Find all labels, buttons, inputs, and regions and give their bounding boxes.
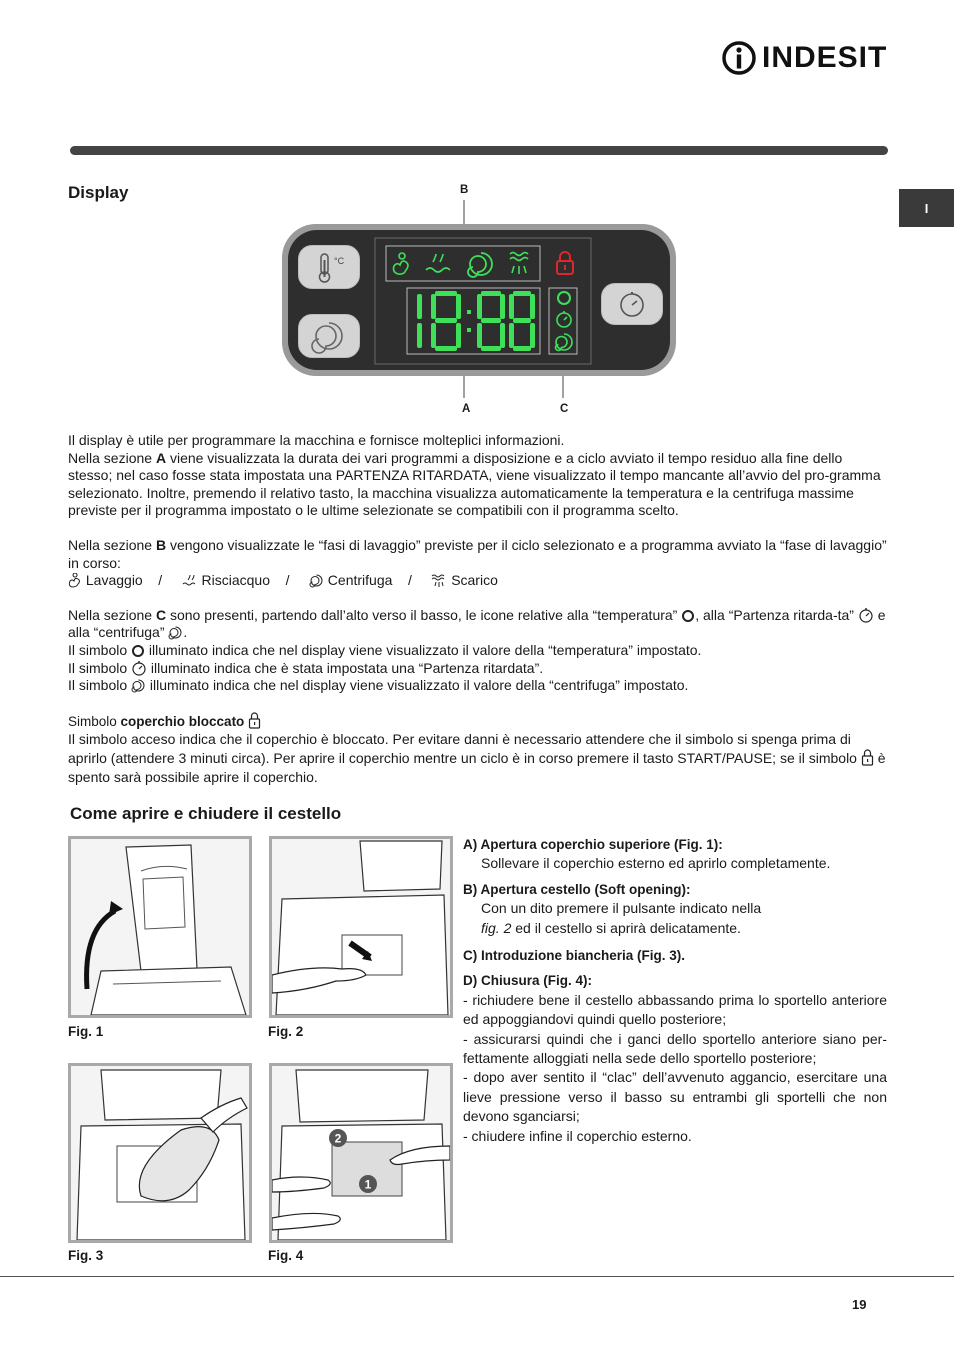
step-d-item-2: - assicurarsi quindi che i ganci dello sportello anteriore siano per-fettamente alloggiati nella sede dello sportello posteriore; — [463, 1030, 887, 1067]
language-tab: I — [899, 189, 954, 227]
delay-start-button[interactable] — [601, 283, 663, 325]
lock-description: Il simbolo acceso indica che il coperchio è bloccato. Per evitare danni è necessario attendere che il simbolo si spenga prima di aprirlo (attendere 3 minuti circa). Per aprire il coperchio mentre un ciclo è in corso premere il tasto START/PAUSE; se il simbolo è spento sarà possibile aprire il coperchio. — [68, 731, 886, 786]
indesit-i-icon — [722, 40, 756, 76]
spin-symbol-icon — [131, 678, 146, 693]
centrifuga-icon — [309, 573, 324, 588]
step-a-title: A) Apertura coperchio superiore (Fig. 1): — [463, 837, 723, 852]
page-number: 19 — [852, 1297, 867, 1312]
fig1-image — [68, 836, 252, 1018]
drain-phase-icon — [510, 253, 528, 275]
spin-indicator-icon — [556, 334, 573, 351]
brand-name: INDESIT — [762, 41, 888, 74]
callout-b: B — [460, 184, 469, 196]
delay-indicator-icon — [557, 311, 571, 327]
fig4-marker-2: 2 — [334, 1131, 342, 1146]
soft-opening-illustration — [272, 839, 450, 1015]
rinse-icon — [182, 573, 198, 588]
fig3-image — [68, 1063, 252, 1243]
step-d-item-4: - chiudere infine il coperchio esterno. — [463, 1127, 692, 1144]
spin-symbol-icon — [168, 625, 183, 640]
lock-symbol-icon — [248, 712, 261, 729]
timer-icon — [602, 284, 662, 324]
symbol-temperature-line: Il simbolo illuminato indica che nel display viene visualizzato il valore della “temperatura” impostato. — [68, 641, 702, 658]
fig2-image — [269, 836, 453, 1018]
wash-icon — [68, 573, 82, 588]
footer-divider — [0, 1276, 954, 1277]
section-c-icons — [551, 290, 577, 354]
rinse-phase-icon — [426, 254, 450, 272]
fig4-label: Fig. 4 — [268, 1248, 304, 1263]
thermometer-icon — [299, 246, 359, 288]
lock-icon — [554, 250, 576, 276]
para-section-c: Nella sezione C sono presenti, partendo dall’alto verso il basso, le icone relative alla “temperatura” , alla “Partenza ritarda-ta” e alla “centrifuga” . — [68, 606, 886, 641]
spin-button[interactable] — [298, 314, 360, 358]
close-drum-illustration — [272, 1066, 450, 1240]
spin-icon — [299, 315, 359, 357]
phase-icons — [388, 248, 542, 280]
callout-c: C — [560, 403, 569, 415]
fig4-marker-1: 1 — [364, 1177, 372, 1192]
phase-list: Lavaggio / Risciacquo / Centrifuga / Scarico — [68, 572, 888, 590]
temperature-button[interactable] — [298, 245, 360, 289]
symbol-spin-line: Il simbolo illuminato indica che nel display viene visualizzato il valore della “centrifuga” impostato. — [68, 677, 689, 694]
step-b-text: Con un dito premere il pulsante indicato nella — [481, 900, 762, 917]
load-laundry-illustration — [71, 1066, 249, 1240]
cestello-instructions — [463, 835, 887, 1146]
wash-phase-icon — [394, 253, 409, 274]
para-intro: Il display è utile per programmare la macchina e fornisce molteplici informazioni. — [68, 432, 565, 448]
delay-symbol-icon — [858, 607, 874, 623]
display-heading: Display — [68, 183, 129, 202]
drain-icon — [431, 573, 447, 588]
brand-logo — [722, 40, 887, 76]
symbol-delay-line: Il simbolo illuminato indica che è stata impostata una “Partenza ritardata”. — [68, 659, 544, 676]
step-d-item-3: - dopo aver sentito il “clac” dell’avvenuto aggancio, esercitare una lieve pressione verso il basso su entrambi gli sportelli che non devono sganciarsi; — [463, 1069, 887, 1125]
delay-symbol-icon — [131, 660, 147, 676]
temperature-symbol-icon — [131, 644, 145, 658]
step-b-text-2: fig. 2 ed il cestello si aprirà delicatamente. — [481, 919, 741, 936]
temperature-indicator-icon — [558, 292, 570, 304]
fig1-label: Fig. 1 — [68, 1024, 104, 1039]
centrifuga-phase-icon — [468, 253, 492, 277]
time-display — [409, 290, 537, 352]
lock-heading: Simbolo coperchio bloccato — [68, 712, 888, 731]
step-d-item-1: - richiudere bene il cestello abbassando prima lo sportello anteriore ed appoggiandovi quindi quello posteriore; — [463, 991, 887, 1028]
step-a-text: Sollevare il coperchio esterno ed aprirlo completamente. — [481, 855, 831, 872]
header-bar — [70, 146, 888, 155]
para-section-b: Nella sezione B vengono visualizzate le “fasi di lavaggio” previste per il ciclo selezionato e a programma avviato la “fase di lavaggio” in corso: — [68, 536, 887, 571]
fig2-label: Fig. 2 — [268, 1024, 304, 1039]
temp-unit: °C — [334, 256, 345, 266]
lock-symbol-icon — [861, 749, 874, 766]
washer-lid-open-illustration — [71, 839, 249, 1015]
display-description — [68, 432, 888, 787]
step-c-title: C) Introduzione biancheria (Fig. 3). — [463, 948, 686, 964]
step-d-title: D) Chiusura (Fig. 4): — [463, 973, 592, 989]
para-section-a: Nella sezione A viene visualizzata la durata dei vari programmi a disposizione e a ciclo avviato il tempo residuo alla fine dello stesso; nel caso fosse stata impostata una PARTENZA RITARDATA, viene visualizzato il tempo mancante all’avvio del pro-gramma selezionato. Inoltre, premendo il relativo tasto, la macchina visualizza automaticamente la temperatura e la centrifuga massime previste per il programma impostato o le ultime selezionate se compatibili con il programma scelto. — [68, 449, 881, 519]
fig4-image — [269, 1063, 453, 1243]
fig3-label: Fig. 3 — [68, 1248, 104, 1263]
callout-a: A — [462, 403, 471, 415]
cestello-heading: Come aprire e chiudere il cestello — [70, 804, 342, 823]
step-b-title: B) Apertura cestello (Soft opening): — [463, 881, 691, 897]
temperature-symbol-icon — [681, 609, 695, 623]
